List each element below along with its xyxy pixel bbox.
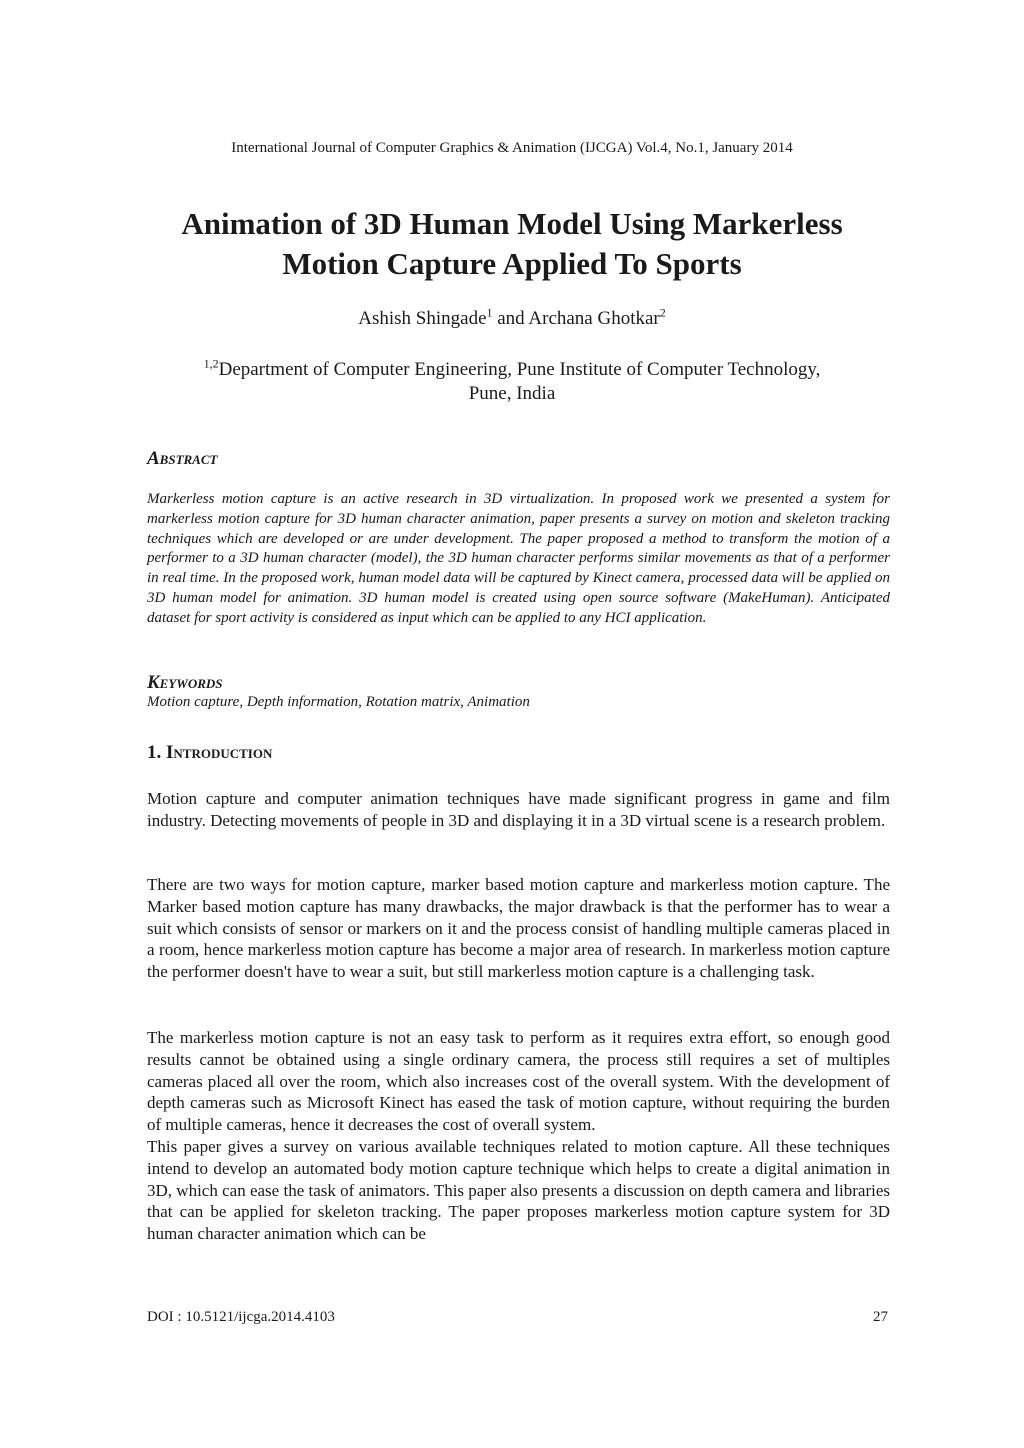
keywords-heading: Keywords [147, 672, 223, 693]
footer-doi: DOI : 10.5121/ijcga.2014.4103 [147, 1309, 335, 1325]
introduction-heading [147, 742, 272, 764]
affiliation-superscript: 1,2 [203, 356, 219, 371]
intro-paragraph-3: The markerless motion capture is not an easy task to perform as it requires extra effort, so enough good results cannot be obtained using a single ordinary camera, the process still requires a set of multiples cameras placed all over the room, which also increases cost of the overall system. With the development of depth cameras such as Microsoft Kinect has eased the task of motion capture, without requiring the burden of multiple cameras, hence it decreases the cost of overall system. [147, 1028, 890, 1135]
paper-title [100, 204, 924, 284]
intro-paragraph-1: Motion capture and computer animation techniques have made significant progress in game and film industry. Detecting movements of people in 3D and displaying it in a 3D virtual scene is a research problem. [147, 789, 890, 830]
author-1-superscript: 1 [486, 305, 493, 320]
affiliation [150, 358, 874, 406]
affiliation-line-2: Pune, India [468, 383, 556, 404]
introduction-number: 1. [147, 742, 166, 763]
author-conjunction: and [492, 308, 529, 329]
footer-page-number: 27 [873, 1309, 888, 1325]
author-2-superscript: 2 [659, 305, 666, 320]
author-2: Archana Ghotkar [528, 308, 660, 329]
intro-paragraph-2: There are two ways for motion capture, marker based motion capture and markerless motion capture. The Marker based motion capture has many drawbacks, the major drawback is that the performer has to wear a suit which consists of sensor or markers on it and the process consist of handling multiple cameras placed in a room, hence markerless motion capture has become a major area of research. In markerless motion capture the performer doesn't have to wear a suit, but still markerless motion capture is a challenging task. [147, 875, 890, 982]
authors [0, 305, 1024, 330]
abstract-text: Markerless motion capture is an active research in 3D virtualization. In proposed work we presented a system for markerless motion capture for 3D human character animation, paper presents a survey on motion and skeleton tracking techniques which are developed or are under development. The paper proposed a method to transform the motion of a performer to a 3D human character (model), the 3D human character performs similar movements as that of a performer in real time. In the proposed work, human model data will be captured by Kinect camera, processed data will be applied on 3D human model for animation. 3D human model is created using open source software (MakeHuman). Anticipated dataset for sport activity is considered as input which can be applied to any HCI application. [147, 491, 890, 626]
author-1: Ashish Shingade [358, 308, 487, 329]
abstract-heading: Abstract [147, 448, 218, 469]
affiliation-line-1: Department of Computer Engineering, Pune Institute of Computer Technology, [218, 359, 821, 380]
intro-paragraph-4: This paper gives a survey on various available techniques related to motion capture. All these techniques intend to develop an automated body motion capture technique which helps to create a digital animation in 3D, which can ease the task of animators. This paper also presents a discussion on depth camera and libraries that can be applied for skeleton tracking. The paper proposes markerless motion capture system for 3D human character animation which can be [147, 1137, 890, 1244]
keywords-text: Motion capture, Depth information, Rotation matrix, Animation [147, 694, 530, 710]
introduction-title: Introduction [166, 742, 273, 763]
journal-header: International Journal of Computer Graphics & Animation (IJCGA) Vol.4, No.1, January 2014 [231, 140, 793, 156]
title-line-2: Motion Capture Applied To Sports [282, 246, 742, 281]
title-line-1: Animation of 3D Human Model Using Markerless [181, 206, 843, 241]
